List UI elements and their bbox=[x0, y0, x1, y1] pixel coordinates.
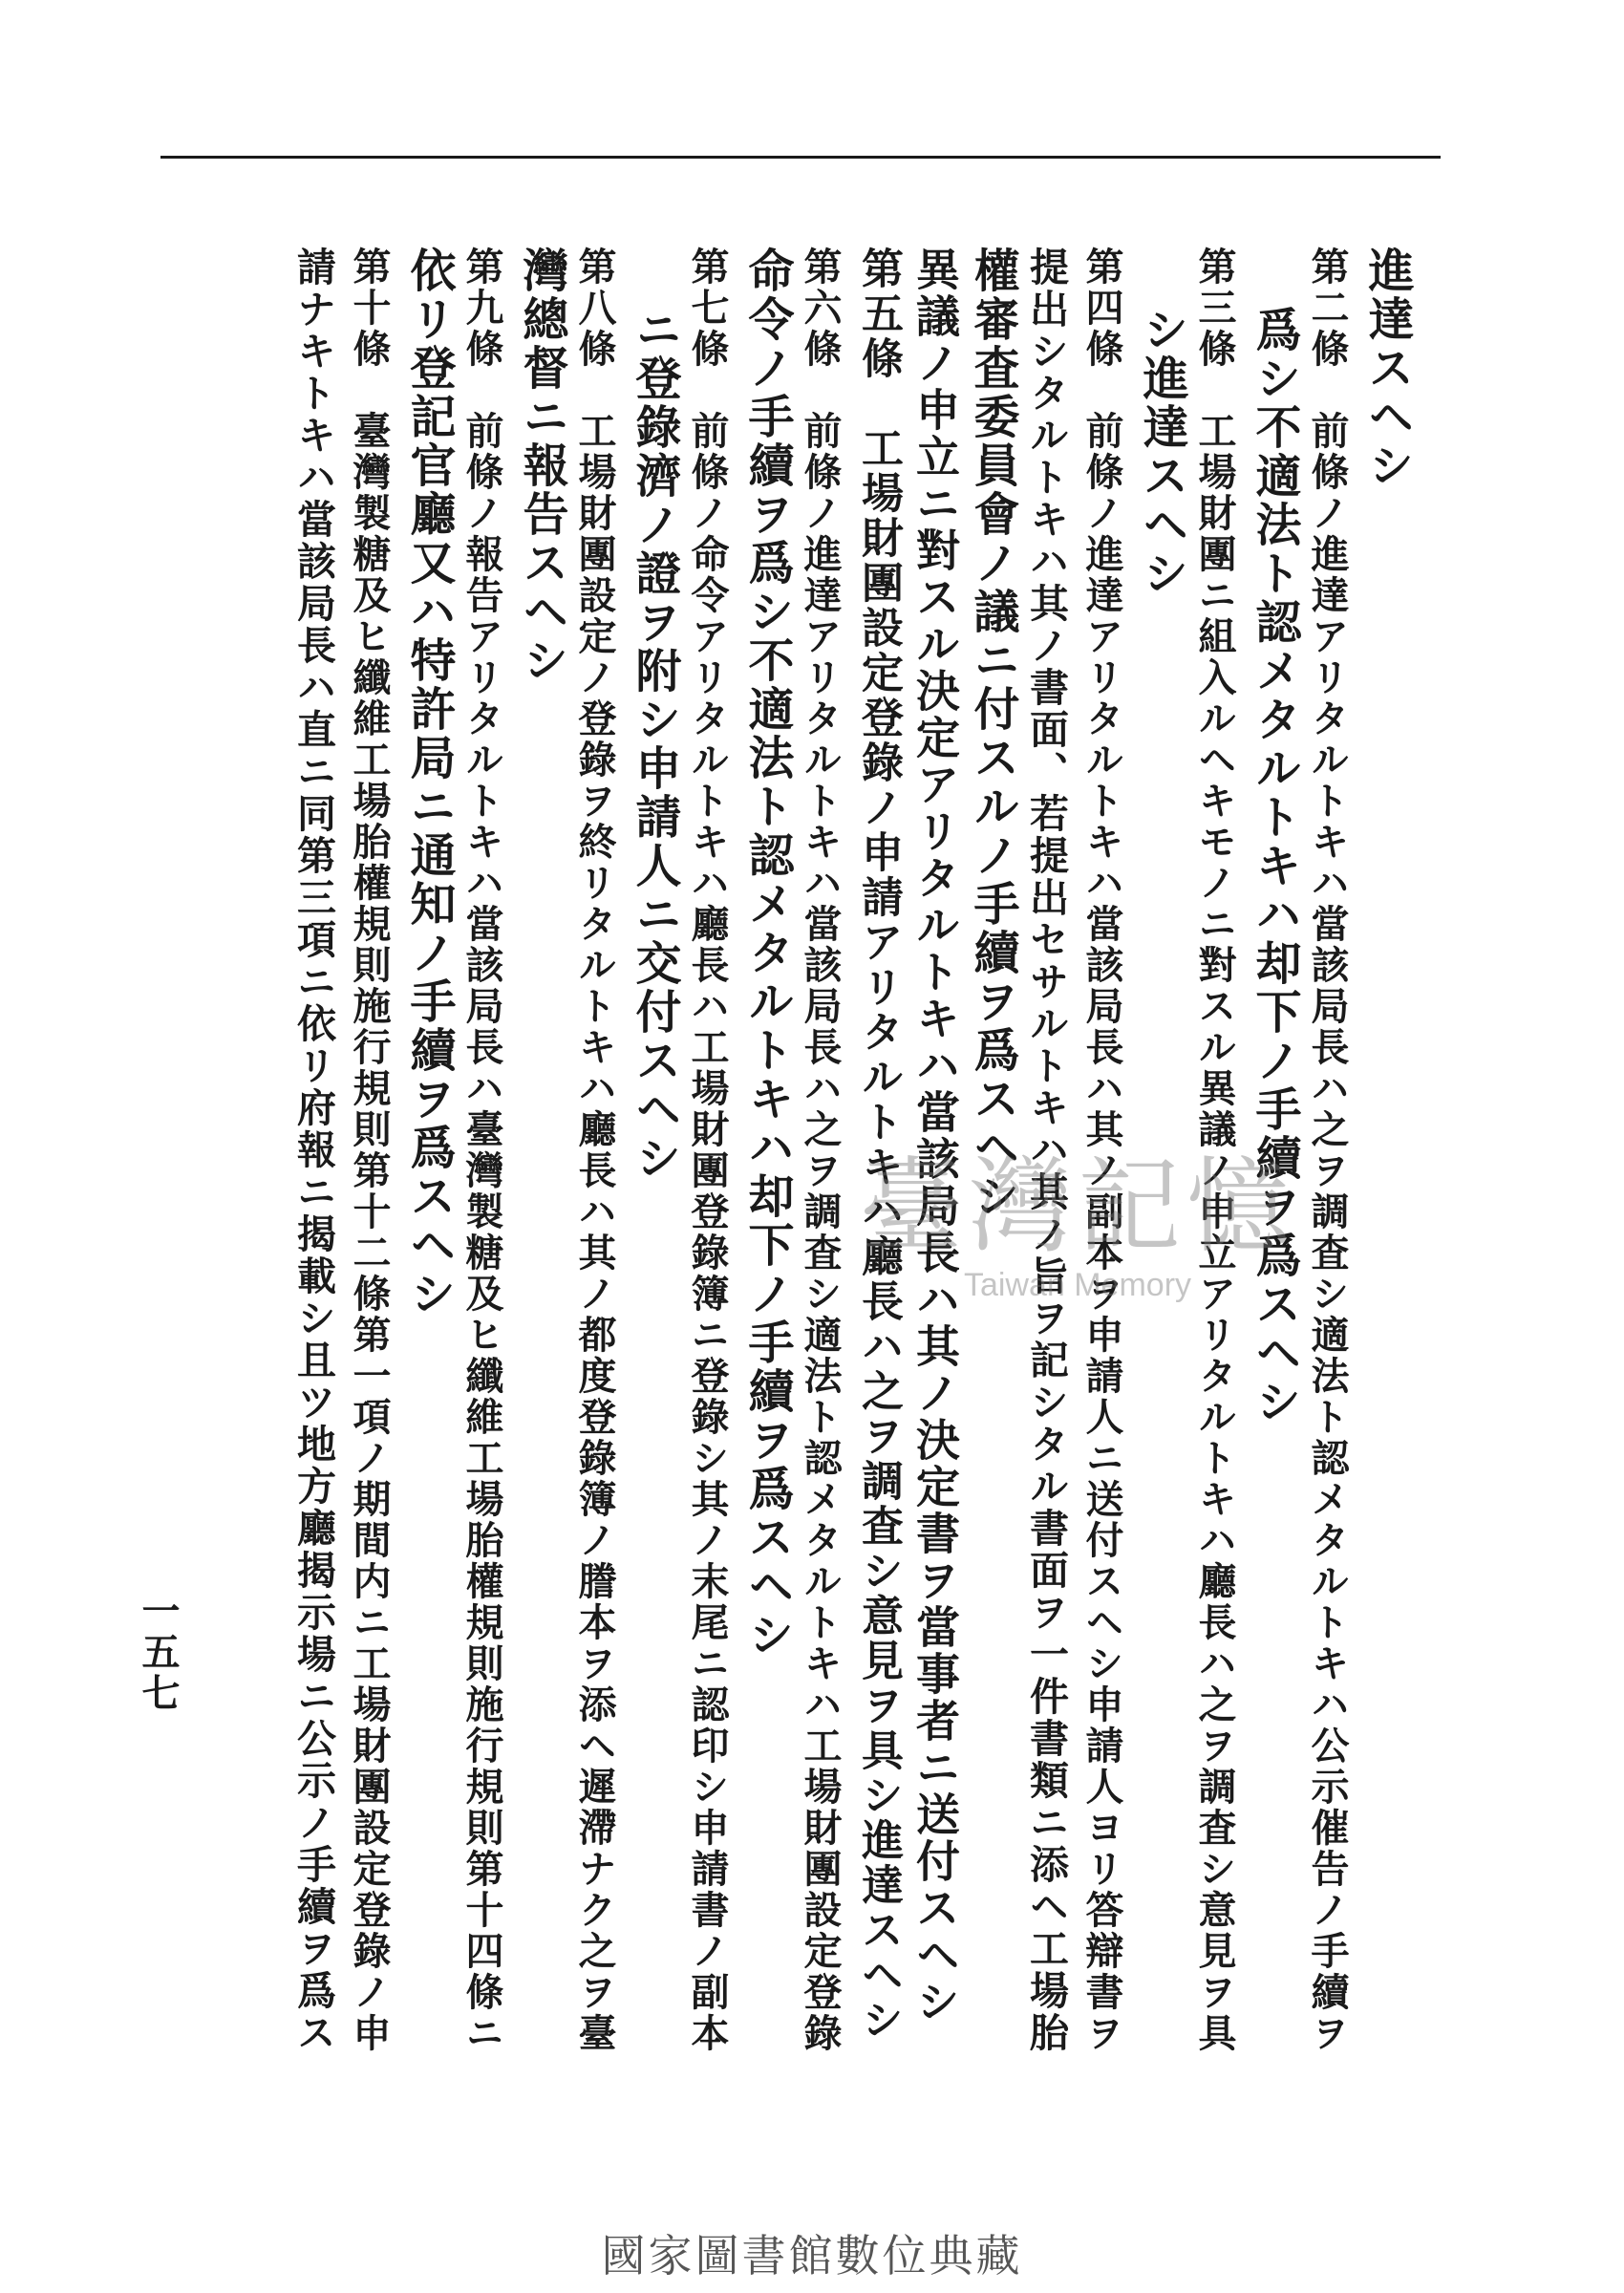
text-column: ニ登錄濟ノ證ヲ附シ申請人ニ交付スヘシ bbox=[628, 306, 681, 1183]
text-column: 第十條 臺灣製糖及ヒ纖維工場胎權規則施行規則第十二條第一項ノ期間内ニ工場財團設定登錄ノ申 bbox=[347, 246, 392, 2054]
text-column: 異議ノ申立ニ對スル決定アリタルトキハ當該局長ハ其ノ決定書ヲ當事者ニ送付スヘシ bbox=[909, 246, 961, 2025]
text-column: 第五條 工場財團設定登錄ノ申請アリタルトキハ廳長ハ之ヲ調査シ意見ヲ具シ進達スヘシ bbox=[854, 246, 903, 2043]
text-column: 第七條 前條ノ命令アリタルトキハ廳長ハ工場財團登錄簿ニ登錄シ其ノ末尾ニ認印シ申請書ノ副本 bbox=[685, 246, 730, 2054]
watermark-title-cn: 臺灣記憶 bbox=[859, 1147, 1295, 1267]
text-column: 第二條 前條ノ進達アリタルトキハ當該局長ハ之ヲ調査シ適法ト認メタルトキハ公示催告ノ手續ヲ bbox=[1305, 246, 1350, 2054]
text-column: シ進達スヘシ bbox=[1135, 306, 1188, 598]
text-column: 第六條 前條ノ進達アリタルトキハ當該局長ハ之ヲ調査シ適法ト認メタルトキハ工場財團設定登錄 bbox=[798, 246, 843, 2054]
text-column: 第三條 工場財團ニ組入ルヘキモノニ對スル異議ノ申立アリタルトキハ廳長ハ之ヲ調査シ意見ヲ具 bbox=[1192, 246, 1237, 2054]
top-rule bbox=[160, 156, 1441, 159]
page-number: 一五七 bbox=[136, 1591, 181, 1714]
text-column: 進達スヘシ bbox=[1360, 246, 1414, 490]
text-column: 權審査委員會ノ議ニ付スルノ手續ヲ爲スヘシ bbox=[966, 246, 1019, 1221]
text-column: 依リ登記官廳又ハ特許局ニ通知ノ手續ヲ爲スヘシ bbox=[402, 246, 456, 1318]
text-column: 請ナキトキハ當該局長ハ直ニ同第三項ニ依リ府報ニ揭載シ且ツ地方廳揭示場ニ公示ノ手續ヲ爲ス bbox=[290, 246, 336, 2054]
text-column: 爲シ不適法ト認メタルトキハ却下ノ手續ヲ爲スヘシ bbox=[1248, 306, 1301, 1426]
text-column: 第四條 前條ノ進達アリタルトキハ當該局長ハ其ノ副本ヲ申請人ニ送付スヘシ申請人ヨリ答辯書ヲ bbox=[1079, 246, 1124, 2054]
taiwan-memory-watermark bbox=[829, 1147, 1326, 1318]
library-footer: 國家圖書館數位典藏 bbox=[601, 2230, 1023, 2282]
text-column: 提出シタルトキハ其ノ書面、若提出セサルトキハ其ノ旨ヲ記シタル書面ヲ一件書類ニ添ヘ工場胎 bbox=[1023, 246, 1069, 2054]
text-column: 第八條 工場財團設定ノ登錄ヲ終リタルトキハ廳長ハ其ノ都度登錄簿ノ謄本ヲ添ヘ遲滯ナク之ヲ臺 bbox=[572, 246, 617, 2054]
text-column: 第九條 前條ノ報告アリタルトキハ當該局長ハ臺灣製糖及ヒ纖維工場胎權規則施行規則第十四條ニ bbox=[459, 246, 504, 2054]
watermark-title-en: Taiwan Memory bbox=[963, 1267, 1192, 1303]
text-column: 灣總督ニ報告スヘシ bbox=[515, 246, 568, 685]
text-column: 命令ノ手續ヲ爲シ不適法ト認メタルトキハ却下ノ手續ヲ爲スヘシ bbox=[740, 246, 794, 1660]
